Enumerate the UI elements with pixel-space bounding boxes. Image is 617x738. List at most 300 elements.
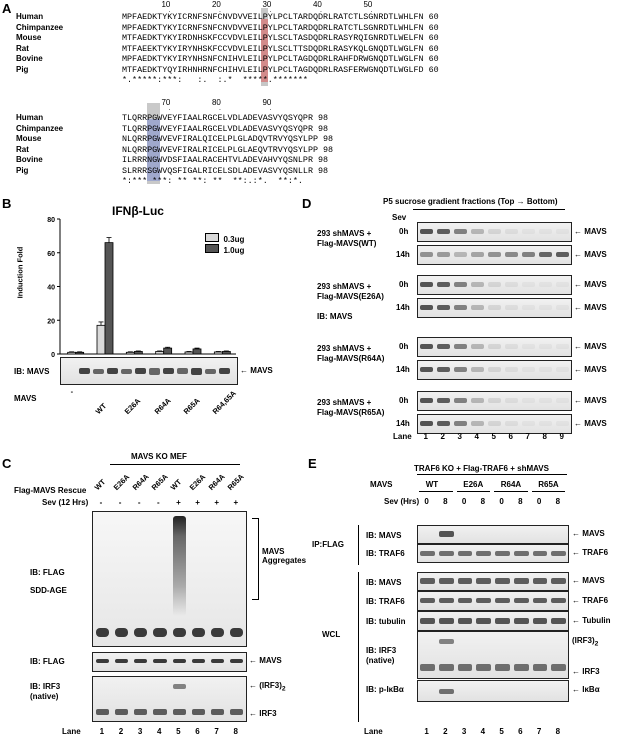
d-band bbox=[471, 367, 484, 372]
d-ib-label: IB: MAVS bbox=[317, 312, 353, 321]
c-irf3-blot bbox=[92, 676, 247, 722]
d-band bbox=[505, 367, 518, 372]
c-aggregates-bracket bbox=[252, 518, 259, 600]
e-lane-number: 5 bbox=[499, 727, 504, 736]
e-ip-mavs-arrow: ← MAVS bbox=[572, 529, 605, 538]
d-group-line1: 293 shMAVS + bbox=[317, 229, 372, 238]
c-sev-sign: + bbox=[176, 498, 181, 507]
arrow-sub: 2 bbox=[594, 640, 599, 648]
c-aggregates-label: MAVS Aggregates bbox=[262, 547, 307, 565]
sddage-monomer-band bbox=[96, 628, 109, 637]
b-category-label: WT bbox=[93, 401, 109, 416]
flag-mavs-band bbox=[173, 659, 186, 663]
sequence-row: SLRRRSGWVQSFIGALRICELSDLADEVASVYQSNLLR 98 bbox=[122, 165, 329, 176]
sddage-monomer-band bbox=[134, 628, 147, 637]
d-arrow-label: ← MAVS bbox=[574, 250, 607, 259]
b-category-label: - bbox=[70, 387, 74, 396]
panel-d-label: D bbox=[302, 196, 312, 211]
species-name: Chimpanzee bbox=[16, 123, 64, 133]
legend-item-1 bbox=[205, 240, 245, 255]
e-wcl-traf6-blot-band bbox=[439, 598, 454, 603]
flag-mavs-band bbox=[96, 659, 109, 663]
d-arrow-text: MAVS bbox=[584, 342, 607, 351]
bar-0.3ug-R64A bbox=[156, 351, 164, 354]
ruler-number: 20 bbox=[211, 0, 221, 9]
d-band bbox=[539, 421, 552, 426]
flag-mavs-band bbox=[192, 659, 205, 663]
c-sddage-blot bbox=[92, 511, 247, 647]
d-band bbox=[437, 421, 450, 426]
mavs-band bbox=[205, 369, 216, 374]
e-pikb-blot bbox=[417, 680, 569, 702]
c-sev-sign: - bbox=[137, 498, 141, 507]
d-band bbox=[488, 282, 501, 287]
ruler-number: 30 bbox=[262, 0, 272, 9]
d-band bbox=[505, 282, 518, 287]
mavs-band bbox=[93, 369, 104, 374]
d-band bbox=[488, 421, 501, 426]
e-wcl-traf6-arrow: ← TRAF6 bbox=[572, 596, 609, 605]
d-lane-number: 8 bbox=[542, 432, 547, 441]
d-lane-number: 3 bbox=[457, 432, 462, 441]
e-wcl-tubulin-blot-band bbox=[495, 618, 510, 624]
d-time-label: 0h bbox=[399, 227, 409, 236]
e-irf3-blot-band bbox=[458, 664, 473, 671]
panel-b-label: B bbox=[2, 196, 12, 211]
e-irf3-label: IB: IRF3 bbox=[366, 646, 397, 655]
d-band bbox=[556, 344, 569, 349]
d-lane-number: 7 bbox=[525, 432, 530, 441]
d-mavs-blot bbox=[417, 360, 572, 380]
e-ip-bracket bbox=[358, 525, 359, 565]
bar-1.0ug-R64A bbox=[164, 348, 172, 354]
c-construct-label: R65A bbox=[149, 472, 170, 492]
d-band bbox=[505, 421, 518, 426]
arrow-text: TRAF6 bbox=[582, 548, 609, 557]
c-lane-number: 8 bbox=[233, 727, 238, 736]
ruler-number: 10 bbox=[161, 0, 171, 9]
e-lane-number: 7 bbox=[536, 727, 542, 736]
legend bbox=[205, 229, 245, 255]
e-wcl-label: WCL bbox=[322, 630, 341, 639]
d-band bbox=[488, 398, 501, 403]
bar-0.3ug-- bbox=[68, 352, 76, 354]
c-sev-sign: - bbox=[99, 498, 103, 507]
bar-1.0ug-- bbox=[76, 352, 84, 354]
ruler-dot: . bbox=[269, 105, 272, 112]
e-ip-traf6-blot-band bbox=[514, 551, 529, 556]
e-ip-label: IP:FLAG bbox=[312, 540, 344, 549]
ruler-dot: . bbox=[218, 105, 221, 112]
sddage-monomer-band bbox=[115, 628, 128, 637]
e-wcl-tubulin-blot-band bbox=[551, 618, 566, 624]
e-lane-label: Lane bbox=[364, 727, 383, 736]
e-sev-value: 8 bbox=[555, 497, 561, 506]
d-lane-number: 1 bbox=[423, 432, 428, 441]
d-arrow-text: MAVS bbox=[584, 419, 607, 428]
ruler-dot: . bbox=[269, 7, 272, 14]
d-arrow-label: ← MAVS bbox=[574, 280, 607, 289]
species-name: Human bbox=[16, 113, 44, 122]
c-lane-label: Lane bbox=[62, 727, 81, 736]
e-wcl-mavs-blot-band bbox=[551, 578, 566, 584]
b-row-label: MAVS bbox=[14, 394, 37, 403]
c-sev-sign: + bbox=[195, 498, 200, 507]
c-construct-label: E26A bbox=[187, 472, 208, 492]
mavs-band bbox=[135, 368, 146, 374]
species-name: Mouse bbox=[16, 33, 42, 42]
e-lane-number: 3 bbox=[461, 727, 467, 736]
e-wcl-tubulin-blot-band bbox=[420, 618, 435, 624]
e-wcl-tubulin-blot bbox=[417, 611, 569, 631]
e-lane-number: 8 bbox=[555, 727, 561, 736]
flag-mavs-band bbox=[230, 659, 243, 663]
d-lane-number: 9 bbox=[559, 432, 564, 441]
sequence-row: MTFAEDKTYKYIRDNHSKFCCVDVLEILPYLSCLTASDQDRLRASYRQIGNRDTLWELFN 60 bbox=[122, 33, 439, 43]
d-lane-label: Lane bbox=[393, 432, 412, 441]
bar-0.3ug-WT bbox=[97, 325, 105, 354]
e-wcl-traf6-blot-band bbox=[533, 598, 548, 603]
e-pikb-blot-band bbox=[439, 689, 454, 694]
e-wcl-traf6-blot-band bbox=[476, 598, 491, 603]
d-arrow-label: ← MAVS bbox=[574, 365, 607, 374]
d-arrow-label: ← MAVS bbox=[574, 396, 607, 405]
d-band bbox=[505, 229, 518, 234]
b-category-label: R64A bbox=[152, 396, 173, 416]
d-band bbox=[454, 229, 467, 234]
d-band bbox=[488, 229, 501, 234]
e-irf3-blot bbox=[417, 631, 569, 679]
flag-mavs-band bbox=[134, 659, 147, 663]
e-wcl-traf6-blot bbox=[417, 591, 569, 611]
e-sev-value: 0 bbox=[536, 497, 542, 506]
d-band bbox=[437, 305, 450, 310]
e-wcl-tubulin-blot-band bbox=[514, 618, 529, 624]
c-lane-number: 3 bbox=[137, 727, 143, 736]
c-lane-number: 6 bbox=[195, 727, 200, 736]
e-wcl-mavs-blot-band bbox=[495, 578, 510, 584]
d-band bbox=[420, 398, 433, 403]
c-construct-label: R64A bbox=[130, 472, 151, 492]
e-mavs-label: MAVS bbox=[370, 480, 393, 489]
d-arrow-text: MAVS bbox=[584, 250, 607, 259]
species-name: Rat bbox=[16, 43, 29, 53]
sddage-monomer-band bbox=[211, 628, 224, 637]
d-band bbox=[488, 344, 501, 349]
e-irf3-dimer-arrow bbox=[572, 636, 598, 648]
flag-mavs-band bbox=[211, 659, 224, 663]
c-header: MAVS KO MEF bbox=[131, 452, 187, 461]
e-construct-label: R64A bbox=[500, 480, 522, 489]
e-pikb-arrow: ← IκBα bbox=[572, 685, 600, 694]
c-lane-number: 2 bbox=[118, 727, 124, 736]
e-irf3-blot-band bbox=[420, 664, 435, 671]
d-band bbox=[420, 367, 433, 372]
e-wcl-mavs-blot-band bbox=[439, 578, 454, 584]
bar-0.3ug-R65A bbox=[185, 352, 193, 354]
irf3-monomer-band bbox=[173, 709, 186, 715]
d-band bbox=[505, 305, 518, 310]
e-sev-label: Sev (Hrs) bbox=[384, 497, 420, 506]
bar-0.3ug-E26A bbox=[126, 352, 134, 354]
d-band bbox=[556, 421, 569, 426]
e-construct-label: R65A bbox=[538, 480, 559, 489]
ruler-number: 90 bbox=[262, 98, 272, 107]
e-wcl-traf6-label: IB: TRAF6 bbox=[366, 597, 405, 606]
d-band bbox=[471, 282, 484, 287]
e-wcl-mavs-blot-band bbox=[458, 578, 473, 584]
ruler-dot: . bbox=[319, 7, 322, 14]
d-band bbox=[454, 252, 467, 257]
ruler-number: 50 bbox=[363, 0, 373, 9]
mavs-band bbox=[121, 369, 132, 374]
irf3-monomer-band bbox=[230, 709, 243, 715]
e-ip-traf6-blot-band bbox=[458, 551, 473, 556]
e-irf3-monomer-arrow: ← IRF3 bbox=[572, 667, 600, 676]
e-wcl-mavs-blot-band bbox=[420, 578, 435, 584]
e-lane-number: 1 bbox=[424, 727, 429, 736]
e-wcl-mavs-blot-band bbox=[476, 578, 491, 584]
chart-title: IFNβ-Luc bbox=[112, 204, 164, 218]
d-lane-number: 6 bbox=[508, 432, 513, 441]
species-name: Pig bbox=[16, 64, 29, 74]
e-wcl-tubulin-blot-band bbox=[439, 618, 454, 624]
e-wcl-bracket bbox=[358, 572, 359, 722]
e-irf3-blot-band bbox=[476, 664, 491, 671]
d-band bbox=[471, 229, 484, 234]
d-band bbox=[539, 398, 552, 403]
e-ip-traf6-blot-band bbox=[420, 551, 435, 556]
d-band bbox=[437, 229, 450, 234]
d-group-line1: 293 shMAVS + bbox=[317, 398, 372, 407]
e-wcl-mavs-blot-band bbox=[533, 578, 548, 584]
d-band bbox=[420, 252, 433, 257]
d-band bbox=[522, 367, 535, 372]
e-ip-traf6-blot-band bbox=[439, 551, 454, 556]
d-band bbox=[556, 305, 569, 310]
d-time-label: 0h bbox=[399, 342, 409, 351]
c-lane-number: 5 bbox=[176, 727, 181, 736]
e-header-rule bbox=[417, 474, 567, 475]
d-band bbox=[454, 305, 467, 310]
sequence-row: ILRRRNGWVDSFIAALRACEHTVLADEVAHVYQSNLPR 98 bbox=[122, 155, 329, 165]
legend-item-0 bbox=[205, 229, 245, 244]
d-band bbox=[471, 421, 484, 426]
d-band bbox=[471, 344, 484, 349]
d-band bbox=[454, 344, 467, 349]
y-tick-label: 20 bbox=[47, 318, 55, 326]
bar-1.0ug-R64,65A bbox=[222, 351, 230, 354]
c-flag-blot bbox=[92, 652, 247, 672]
species-name: Bovine bbox=[16, 54, 43, 63]
species-name: Human bbox=[16, 12, 44, 21]
d-arrow-text: MAVS bbox=[584, 396, 607, 405]
d-band bbox=[522, 252, 535, 257]
d-band bbox=[539, 282, 552, 287]
d-band bbox=[471, 305, 484, 310]
e-wcl-traf6-blot-band bbox=[420, 598, 435, 603]
c-construct-label: WT bbox=[168, 477, 184, 492]
d-band bbox=[420, 229, 433, 234]
d-band bbox=[522, 282, 535, 287]
d-band bbox=[437, 367, 450, 372]
sequence-row: NLQRRPGWVEVFIRALQICELPLGLADQVTRVYQSYLPP 98 bbox=[122, 134, 334, 144]
d-group-line1: 293 shMAVS + bbox=[317, 344, 372, 353]
c-sddage: SDD-AGE bbox=[30, 586, 67, 595]
d-arrow-label: ← MAVS bbox=[574, 303, 607, 312]
d-band bbox=[454, 398, 467, 403]
e-wcl-tubulin-arrow: ← Tubulin bbox=[572, 616, 611, 625]
d-band bbox=[539, 229, 552, 234]
mavs-band bbox=[79, 368, 90, 374]
sddage-monomer-band bbox=[173, 628, 186, 637]
d-time-label: 14h bbox=[396, 419, 410, 428]
d-time-label: 14h bbox=[396, 303, 410, 312]
e-construct-rule bbox=[532, 491, 566, 492]
y-axis-label: Induction Fold bbox=[15, 246, 25, 299]
d-band bbox=[437, 282, 450, 287]
d-time-label: 14h bbox=[396, 365, 410, 374]
irf3-monomer-band bbox=[115, 709, 128, 715]
d-band bbox=[420, 421, 433, 426]
y-tick-label: 60 bbox=[47, 250, 55, 258]
d-band bbox=[420, 344, 433, 349]
d-band bbox=[539, 252, 552, 257]
legend-label-0: 0.3ug bbox=[223, 235, 245, 244]
bar-0.3ug-R64,65A bbox=[214, 352, 222, 354]
d-mavs-blot bbox=[417, 275, 572, 295]
flag-mavs-band bbox=[153, 659, 166, 663]
arrow-text: Tubulin bbox=[582, 616, 611, 625]
c-lane-number: 7 bbox=[214, 727, 219, 736]
sequence-row: NLQRRPGWVEVFIRALRICELPLGLAEQVTRVYQSYLPP 98 bbox=[122, 144, 334, 155]
c-construct-label: R64A bbox=[206, 472, 227, 492]
e-ip-traf6-label: IB: TRAF6 bbox=[366, 549, 405, 558]
d-header: P5 sucrose gradient fractions (Top → Bottom) bbox=[383, 197, 558, 206]
species-name: Bovine bbox=[16, 155, 43, 164]
arrow-text: MAVS bbox=[582, 576, 605, 585]
d-mavs-blot bbox=[417, 222, 572, 242]
d-arrow-text: MAVS bbox=[584, 303, 607, 312]
sequence-row: MPFAEDKTYKYIRYNHSNFCNIHVLEILPYLPCLTAGDQDRLRAHFDRWGNQDTLWGLFN 60 bbox=[122, 54, 439, 64]
d-mavs-blot bbox=[417, 337, 572, 357]
b-mavs-blot bbox=[60, 357, 238, 385]
c-lane-number: 1 bbox=[99, 727, 105, 736]
b-category-label: R65A bbox=[181, 396, 202, 416]
e-lane-number: 2 bbox=[443, 727, 448, 736]
d-mavs-blot bbox=[417, 298, 572, 318]
e-wcl-tubulin-blot-band bbox=[533, 618, 548, 624]
e-irf3-blot-band bbox=[439, 664, 454, 671]
e-ip-mavs-label: IB: MAVS bbox=[366, 531, 402, 540]
aggregate-smear bbox=[173, 516, 186, 616]
e-irf3-blot-band bbox=[533, 664, 548, 671]
c-sev-sign: - bbox=[118, 498, 122, 507]
d-band bbox=[505, 398, 518, 403]
d-group-line2: Flag-MAVS(E26A) bbox=[317, 292, 384, 301]
e-wcl-mavs-arrow: ← MAVS bbox=[572, 576, 605, 585]
sequence-row: TLQRRPGWVEYFIAALRGCELVDLADEVASVYQSYQPR 98 bbox=[122, 123, 329, 134]
d-band bbox=[471, 252, 484, 257]
d-group-line2: Flag-MAVS(R64A) bbox=[317, 354, 385, 363]
d-arrow-text: MAVS bbox=[584, 280, 607, 289]
species-name: Pig bbox=[16, 165, 29, 175]
e-construct-label: WT bbox=[425, 480, 439, 489]
mavs-band bbox=[191, 368, 202, 375]
e-ip-traf6-blot-band bbox=[476, 551, 491, 556]
sddage-monomer-band bbox=[192, 628, 205, 637]
species-name: Rat bbox=[16, 144, 29, 154]
d-band bbox=[522, 421, 535, 426]
e-ip-traf6-blot-band bbox=[551, 551, 566, 556]
e-lane-number: 4 bbox=[480, 727, 486, 736]
d-band bbox=[505, 344, 518, 349]
irf3-monomer-band bbox=[192, 709, 205, 715]
consensus-2: *:*** ***: ** **: ** **:.:*. **:*. bbox=[122, 176, 308, 186]
d-band bbox=[556, 252, 569, 257]
sequence-row: MPFAEDKTYKYICRNFSNFCNVDVVEILPYLPCLTARDQDRLRATCTLSGNRDTLWHLFN 60 bbox=[122, 22, 439, 33]
arrow-text: IκBα bbox=[582, 685, 600, 694]
c-ib-flag-2: IB: FLAG bbox=[30, 657, 65, 666]
d-lane-number: 5 bbox=[491, 432, 496, 441]
d-header-rule bbox=[413, 209, 565, 210]
d-band bbox=[488, 367, 501, 372]
ruler-dot: . bbox=[168, 7, 171, 14]
d-band bbox=[437, 398, 450, 403]
c-ib-irf3-native: (native) bbox=[30, 692, 59, 701]
sequence-row: MTFAEEKTYKYIRYNHSKFCCVDVLEILPYLSCLTTSDQDRLRASYKQLGNQDTLWGLFN 60 bbox=[122, 43, 439, 54]
b-category-label: R64,65A bbox=[210, 388, 239, 416]
d-lane-number: 2 bbox=[440, 432, 445, 441]
panel-a-label: A bbox=[2, 1, 12, 16]
d-time-label: 0h bbox=[399, 396, 409, 405]
arrow-text: MAVS bbox=[582, 529, 605, 538]
d-band bbox=[420, 282, 433, 287]
d-band bbox=[539, 344, 552, 349]
d-sev-label: Sev bbox=[392, 213, 407, 222]
bar-1.0ug-E26A bbox=[134, 351, 142, 354]
d-band bbox=[488, 252, 501, 257]
e-construct-rule bbox=[494, 491, 528, 492]
arrow-text: (IRF3) bbox=[572, 636, 595, 645]
sddage-monomer-band bbox=[230, 628, 243, 637]
e-sev-value: 0 bbox=[499, 497, 504, 506]
e-construct-label: E26A bbox=[463, 480, 484, 489]
d-mavs-blot bbox=[417, 245, 572, 265]
d-band bbox=[522, 344, 535, 349]
b-arrow-label: ← MAVS bbox=[240, 366, 273, 375]
d-band bbox=[471, 398, 484, 403]
e-wcl-mavs-blot-band bbox=[514, 578, 529, 584]
flag-mavs-band bbox=[115, 659, 128, 663]
e-ip-traf6-blot bbox=[417, 544, 569, 563]
e-irf3-blot-band bbox=[439, 639, 454, 644]
e-construct-rule bbox=[457, 491, 491, 492]
d-arrow-label: ← MAVS bbox=[574, 227, 607, 236]
e-ip-traf6-blot-band bbox=[533, 551, 548, 556]
mavs-band bbox=[107, 368, 118, 374]
ruler-dot: . bbox=[370, 7, 373, 14]
d-band bbox=[437, 252, 450, 257]
e-irf3-blot-band bbox=[514, 664, 529, 671]
c-sev-sign: - bbox=[156, 498, 160, 507]
d-band bbox=[522, 398, 535, 403]
ruler-dot: . bbox=[218, 7, 221, 14]
sequence-row: MTFAEDKTYQYIRHNHRNFCHIHVLEILPYLPCLTAGDQDRLRASFERWGNQDTLWGLFD 60 bbox=[122, 64, 439, 75]
e-irf3-native-label: (native) bbox=[366, 656, 395, 665]
irf3-monomer-band bbox=[134, 709, 147, 715]
d-time-label: 14h bbox=[396, 250, 410, 259]
